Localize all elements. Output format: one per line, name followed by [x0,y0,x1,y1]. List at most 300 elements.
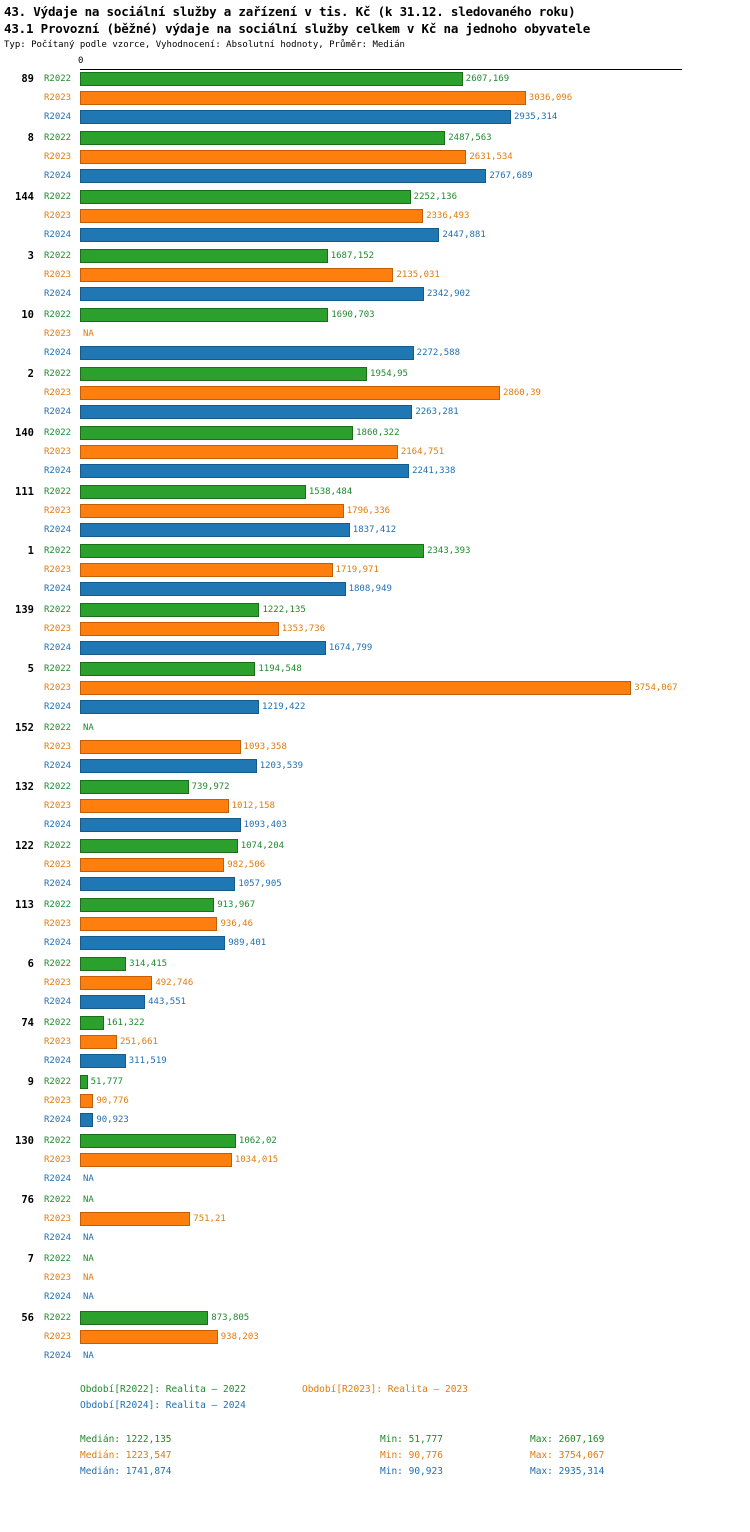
bar[interactable] [80,662,255,676]
bar-value-label: 90,923 [96,1115,129,1125]
bar-value-label: 443,551 [148,997,187,1007]
bar[interactable] [80,936,225,950]
bar[interactable] [80,839,238,853]
bar-row [0,1347,750,1366]
bar[interactable] [80,858,224,872]
bar-value-label: 1222,135 [262,605,306,615]
series-label: R2023 [44,978,72,988]
series-label: R2023 [44,1037,72,1047]
series-label: R2023 [44,152,72,162]
bar-value-label: 1093,403 [243,820,287,830]
series-label: R2024 [44,407,72,417]
series-label: R2023 [44,506,72,516]
series-label: R2023 [44,1273,72,1283]
series-label: R2023 [44,742,72,752]
bar[interactable] [80,544,424,558]
bar-value-label: 2631,534 [469,152,513,162]
bar-value-label: 1194,548 [258,664,302,674]
bar-row [0,955,750,974]
bar-row [0,384,750,403]
stat-max-2022: Max: 2607,169 [530,1434,605,1445]
bar-row [0,561,750,580]
bar[interactable] [80,582,346,596]
stat-min-2023: Min: 90,776 [380,1450,443,1461]
bar[interactable] [80,445,398,459]
bar-value-label: 2860,39 [502,388,541,398]
series-label: R2022 [44,1077,72,1087]
series-label: R2023 [44,1096,72,1106]
bar-row [0,1288,750,1307]
bar-row [0,797,750,816]
stat-max-2023: Max: 3754,067 [530,1450,605,1461]
bar-value-na: NA [83,723,94,733]
bar-value-label: 3036,096 [528,93,573,103]
bar[interactable] [80,976,152,990]
series-label: R2024 [44,702,72,712]
bar-row [0,1269,750,1288]
bar-row [0,660,750,679]
bar-value-label: 938,203 [220,1332,259,1342]
series-label: R2024 [44,643,72,653]
bar-value-label: 1012,158 [231,801,275,811]
group-label: 9 [27,1076,34,1088]
group-label: 5 [27,663,34,675]
bar-row [0,226,750,245]
bar-row [0,483,750,502]
bar-row [0,896,750,915]
series-label: R2024 [44,525,72,535]
bar-group [0,778,750,837]
series-label: R2023 [44,1332,72,1342]
bar[interactable] [80,367,367,381]
group-label: 111 [15,486,34,498]
bar[interactable] [80,1035,117,1049]
bar[interactable] [80,759,257,773]
bar-row [0,934,750,953]
bar[interactable] [80,1075,88,1089]
bar-value-label: 251,661 [119,1037,158,1047]
bar[interactable] [80,426,353,440]
bar-value-label: 2767,689 [489,171,533,181]
stat-min-2024: Min: 90,923 [380,1466,443,1477]
series-label: R2022 [44,251,72,261]
bar[interactable] [80,228,439,242]
bar-value-label: 1074,204 [240,841,285,851]
bar-row [0,620,750,639]
chart-parameters: Typ: Počítaný podle vzorce, Vyhodnocení: Absolutní hodnoty, Průměr: Medián [4,40,405,50]
bar-row [0,1151,750,1170]
group-label: 10 [21,309,34,321]
series-label: R2024 [44,997,72,1007]
group-label: 122 [15,840,34,852]
series-label: R2023 [44,329,72,339]
bar-group [0,365,750,424]
bar-value-label: 936,46 [220,919,253,929]
series-label: R2022 [44,546,72,556]
bar[interactable] [80,1153,232,1167]
series-label: R2022 [44,192,72,202]
bar-group [0,1014,750,1073]
bar[interactable] [80,287,424,301]
bar[interactable] [80,995,145,1009]
bar[interactable] [80,563,333,577]
bar-value-label: 913,967 [217,900,256,910]
bar[interactable] [80,464,409,478]
bar-row [0,108,750,127]
bar-row [0,580,750,599]
series-label: R2022 [44,841,72,851]
bar[interactable] [80,641,326,655]
series-label: R2024 [44,584,72,594]
bar-group [0,719,750,778]
bar-value-na: NA [83,1174,94,1184]
series-label: R2024 [44,938,72,948]
bar-value-label: 1719,971 [335,565,379,575]
bar-value-label: 1860,322 [356,428,400,438]
bar-row [0,542,750,561]
bar-row [0,502,750,521]
bar[interactable] [80,504,344,518]
bar-row [0,306,750,325]
bar-group [0,306,750,365]
bar-value-label: 492,746 [155,978,194,988]
series-label: R2024 [44,466,72,476]
bar-row [0,1309,750,1328]
stat-max-2024: Max: 2935,314 [530,1466,605,1477]
legend-series-2023: Období[R2023]: Realita – 2023 [302,1384,468,1395]
series-label: R2023 [44,1214,72,1224]
bar-row [0,778,750,797]
series-label: R2023 [44,919,72,929]
bar-row [0,344,750,363]
bar-value-label: 2607,169 [465,74,510,84]
bar-group [0,1250,750,1309]
bar-row [0,639,750,658]
bar-group [0,1073,750,1132]
series-label: R2022 [44,74,72,84]
series-label: R2024 [44,1351,72,1361]
bar-value-label: 1954,95 [370,369,408,379]
bar[interactable] [80,346,414,360]
series-label: R2022 [44,664,72,674]
bar-value-label: 1353,736 [281,624,326,634]
bar-row [0,1073,750,1092]
bar-value-na: NA [83,1273,94,1283]
bar[interactable] [80,957,126,971]
group-label: 8 [27,132,34,144]
group-label: 76 [21,1194,34,1206]
bar-row [0,443,750,462]
series-label: R2024 [44,230,72,240]
series-label: R2024 [44,348,72,358]
group-label: 56 [21,1312,34,1324]
bar-row [0,974,750,993]
series-label: R2022 [44,133,72,143]
series-label: R2024 [44,1174,72,1184]
chart-footer [0,1382,750,1480]
bar-row [0,148,750,167]
bar[interactable] [80,740,241,754]
series-label: R2024 [44,112,72,122]
group-label: 3 [27,250,34,262]
bar-row [0,167,750,186]
stat-median-2023: Medián: 1223,547 [80,1450,172,1461]
series-label: R2022 [44,1313,72,1323]
bar-row [0,207,750,226]
series-label: R2022 [44,1254,72,1264]
bar-row [0,679,750,698]
bar-row [0,188,750,207]
bar-value-na: NA [83,1195,94,1205]
bar-value-label: 90,776 [96,1096,129,1106]
bar-row [0,325,750,344]
bar-value-label: 1219,422 [262,702,306,712]
series-label: R2024 [44,820,72,830]
bar-row [0,1111,750,1130]
bar-value-label: 1837,412 [352,525,397,535]
bar-row [0,719,750,738]
group-label: 152 [15,722,34,734]
bar-row [0,365,750,384]
bar-group [0,70,750,129]
bar-group [0,483,750,542]
series-label: R2022 [44,723,72,733]
bar-row [0,266,750,285]
bar-value-label: 1057,905 [238,879,282,889]
group-label: 6 [27,958,34,970]
bar[interactable] [80,1094,93,1108]
bar[interactable] [80,603,259,617]
bar-value-label: 2342,902 [427,289,471,299]
series-label: R2024 [44,171,72,181]
bar[interactable] [80,1311,208,1325]
bar-value-label: 873,805 [211,1313,250,1323]
bar-row [0,1132,750,1151]
bar-group [0,1191,750,1250]
bar[interactable] [80,818,241,832]
bar-row [0,1210,750,1229]
bar-value-na: NA [83,1233,94,1243]
bar-row [0,993,750,1012]
group-label: 113 [15,899,34,911]
bar-group [0,837,750,896]
bar-value-label: 1203,539 [259,761,304,771]
bar-group [0,188,750,247]
bar-value-label: 314,415 [129,959,168,969]
plot-area [0,56,750,1368]
series-label: R2024 [44,289,72,299]
group-label: 130 [15,1135,34,1147]
bar[interactable] [80,917,217,931]
bar-row [0,1092,750,1111]
group-label: 1 [27,545,34,557]
bar[interactable] [80,209,423,223]
bar-row [0,1328,750,1347]
series-label: R2024 [44,1115,72,1125]
bar-value-na: NA [83,1351,94,1361]
bar-value-label: 2252,136 [413,192,458,202]
bar[interactable] [80,877,235,891]
bar-group [0,542,750,601]
bar[interactable] [80,780,189,794]
bar-value-label: 3754,067 [634,683,678,693]
bar-value-label: 1093,358 [243,742,287,752]
bar-value-label: 1796,336 [346,506,391,516]
bar-value-na: NA [83,329,94,339]
bar[interactable] [80,91,526,105]
series-label: R2023 [44,860,72,870]
series-label: R2022 [44,1195,72,1205]
bar-row [0,247,750,266]
series-label: R2024 [44,1056,72,1066]
bar[interactable] [80,622,279,636]
series-label: R2022 [44,487,72,497]
bar-value-label: 2935,314 [513,112,558,122]
series-label: R2024 [44,761,72,771]
bar[interactable] [80,1134,236,1148]
bar-group [0,601,750,660]
bar-value-label: 1538,484 [308,487,353,497]
group-label: 89 [21,73,34,85]
series-label: R2023 [44,801,72,811]
axis-zero-label: 0 [78,56,84,66]
stat-min-2022: Min: 51,777 [380,1434,443,1445]
bar-row [0,601,750,620]
series-label: R2022 [44,1018,72,1028]
bar[interactable] [80,1330,218,1344]
bar-value-label: 2263,281 [415,407,459,417]
bar-value-label: 1808,949 [348,584,392,594]
bar[interactable] [80,799,229,813]
stat-median-2024: Medián: 1741,874 [80,1466,172,1477]
bar-row [0,875,750,894]
series-label: R2022 [44,310,72,320]
bar-value-label: 2135,031 [396,270,440,280]
legend-series-2022: Období[R2022]: Realita – 2022 [80,1384,246,1395]
group-label: 132 [15,781,34,793]
legend-series-2024: Období[R2024]: Realita – 2024 [80,1400,246,1411]
bar[interactable] [80,1212,190,1226]
series-label: R2023 [44,1155,72,1165]
bar-value-label: 1687,152 [330,251,375,261]
bar[interactable] [80,1054,126,1068]
group-label: 144 [15,191,34,203]
group-label: 140 [15,427,34,439]
series-label: R2022 [44,428,72,438]
bar-row [0,1033,750,1052]
bar-value-label: 2487,563 [448,133,492,143]
series-label: R2024 [44,879,72,889]
bar-value-label: 2272,588 [416,348,461,358]
bar[interactable] [80,523,350,537]
bar-value-label: 2447,881 [442,230,486,240]
bar-value-label: 982,506 [227,860,266,870]
series-label: R2022 [44,959,72,969]
bar[interactable] [80,150,466,164]
bar-row [0,1014,750,1033]
bar-row [0,285,750,304]
group-label: 139 [15,604,34,616]
bar[interactable] [80,386,500,400]
bar-row [0,856,750,875]
bar[interactable] [80,268,393,282]
bar-group [0,1309,750,1368]
bar[interactable] [80,169,486,183]
series-label: R2023 [44,624,72,634]
bar-row [0,1191,750,1210]
bar[interactable] [80,249,328,263]
series-label: R2024 [44,1292,72,1302]
series-label: R2023 [44,565,72,575]
bar[interactable] [80,190,411,204]
series-label: R2023 [44,683,72,693]
bar-value-label: 739,972 [191,782,230,792]
bar-row [0,521,750,540]
bar[interactable] [80,110,511,124]
bar-row [0,1052,750,1071]
bar[interactable] [80,131,445,145]
series-label: R2022 [44,1136,72,1146]
bar-group [0,896,750,955]
bar-row [0,1170,750,1189]
bar[interactable] [80,485,306,499]
bar-row [0,462,750,481]
bar-groups [0,56,750,1368]
bar-group [0,955,750,1014]
bar[interactable] [80,1113,93,1127]
page-title: 43. Výdaje na sociální služby a zařízení v tis. Kč (k 31.12. sledovaného roku) [4,4,576,19]
bar-value-label: 1062,02 [238,1136,277,1146]
group-label: 7 [27,1253,34,1265]
bar[interactable] [80,308,328,322]
bar-value-label: 2164,751 [400,447,445,457]
bar-value-label: 1690,703 [331,310,375,320]
bar-value-label: 2336,493 [426,211,470,221]
bar-group [0,129,750,188]
bar-value-label: 311,519 [128,1056,167,1066]
bar[interactable] [80,700,259,714]
bar-row [0,89,750,108]
bar-row [0,70,750,89]
series-label: R2023 [44,447,72,457]
stat-median-2022: Medián: 1222,135 [80,1434,172,1445]
bar-value-label: 1034,015 [234,1155,279,1165]
bar[interactable] [80,405,412,419]
bar-row [0,757,750,776]
bar-row [0,738,750,757]
bar[interactable] [80,681,631,695]
series-label: R2024 [44,1233,72,1243]
bar-row [0,1229,750,1248]
bar-value-label: 51,777 [90,1077,124,1087]
bar-value-label: 2343,393 [427,546,471,556]
bar-row [0,424,750,443]
series-label: R2022 [44,782,72,792]
bar-value-na: NA [83,1254,94,1264]
bar[interactable] [80,1016,104,1030]
bar[interactable] [80,72,463,86]
group-label: 74 [21,1017,34,1029]
bar-row [0,1250,750,1269]
bar-group [0,1132,750,1191]
series-label: R2023 [44,93,72,103]
series-label: R2023 [44,211,72,221]
series-label: R2023 [44,388,72,398]
bar[interactable] [80,898,214,912]
bar-row [0,816,750,835]
bar-row [0,915,750,934]
group-label: 2 [27,368,34,380]
